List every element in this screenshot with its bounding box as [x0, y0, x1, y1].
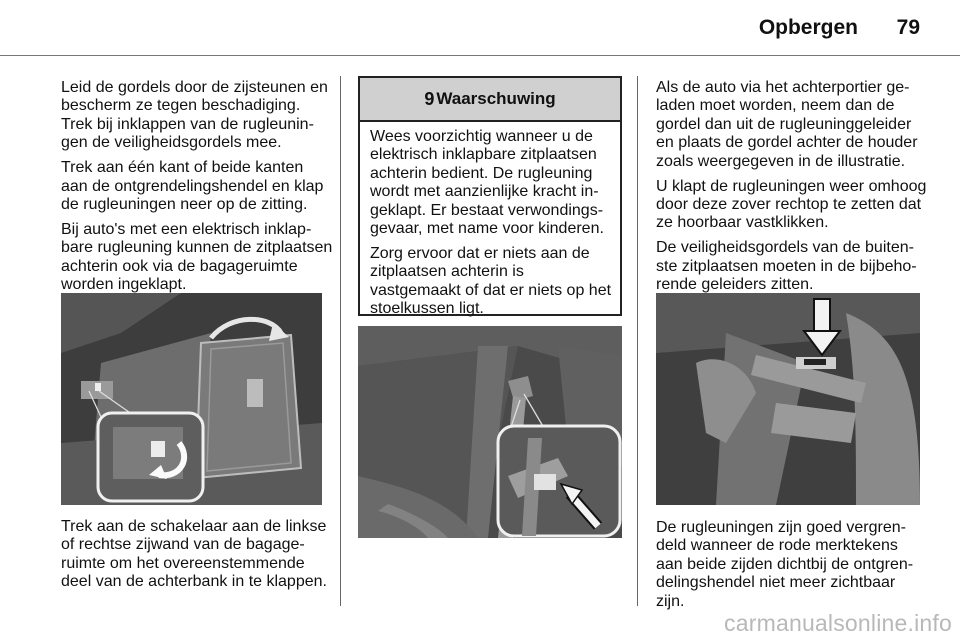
- right-paragraph-2: U klapt de rugleuningen weer omhoog door deze zover rechtop te zetten dat ze hoorbaar vastklikken.: [656, 177, 927, 232]
- right-paragraph-1: Als de auto via het achterportier geladen moet worden, neem dan de gordel dan uit de rugleuninggeleider en plaats de gordel achter de houder zoals weergegeven in de illustratie.: [656, 79, 918, 170]
- header-rule: [0, 55, 960, 56]
- warning-header: [360, 78, 620, 122]
- watermark: carmanualsonline.info: [724, 610, 952, 636]
- left-paragraph-4: Trek aan de schakelaar aan de linkse of rechtse zijwand van de bagageruimte om het overeenstemmende deel van de achterbank in te klappen.: [61, 518, 327, 591]
- right-column: [656, 79, 928, 301]
- belt-guide-illustration: [358, 326, 622, 538]
- left-paragraph-2: Trek aan één kant of beide kanten aan de ontgrendelingshendel en klap de rugleuningen neer op de zitting.: [61, 159, 324, 214]
- column-divider-right: [637, 76, 638, 606]
- figure-seatback-lock: [656, 293, 920, 505]
- trunk-illustration: [61, 293, 322, 505]
- warning-title: Waarschuwing: [436, 89, 556, 108]
- left-paragraph-1: Leid de gordels door de zijsteunen en bescherm ze tegen beschadiging. Trek bij inklappen van de rugleuningen de veiligheidsgordels mee.: [61, 79, 328, 152]
- right-caption-block: [656, 519, 928, 618]
- warning-paragraph-2: Zorg ervoor dat er niets aan de zitplaatsen achterin is vastgemaakt of dat er niets op het stoelkussen ligt.: [370, 245, 612, 318]
- column-divider-left: [340, 76, 341, 606]
- right-paragraph-3: De veiligheidsgordels van de buitenste zitplaatsen moeten in de bijbehorende geleiders zitten.: [656, 239, 917, 294]
- figure-belt-guide: [358, 326, 622, 538]
- right-paragraph-4: De rugleuningen zijn goed vergrendeld wanneer de rode merktekens aan beide zijden dichtbij de ontgrendelingshendel niet meer zichtbaar zijn.: [656, 519, 914, 610]
- warning-paragraph-1: Wees voorzichtig wanneer u de elektrisch inklapbare zitplaatsen achterin bedient. De rugleuning wordt met aanzienlijke kracht ingeklapt. Er bestaat verwondingsgevaar, met name voor kinderen.: [370, 128, 604, 238]
- page-number: 79: [896, 16, 920, 39]
- left-column: [61, 79, 333, 301]
- left-caption-block: [61, 518, 333, 598]
- warning-box: [358, 76, 622, 316]
- warning-body: [360, 122, 620, 319]
- warning-triangle-icon: 9: [424, 88, 435, 109]
- left-paragraph-3: Bij auto's met een elektrisch inklapbare rugleuning kunnen de zitplaatsen achterin ook via de bagageruimte worden ingeklapt.: [61, 221, 333, 294]
- header-title: Opbergen: [758, 16, 858, 39]
- seatback-lock-illustration: [656, 293, 920, 505]
- figure-trunk-seat-release: [61, 293, 322, 505]
